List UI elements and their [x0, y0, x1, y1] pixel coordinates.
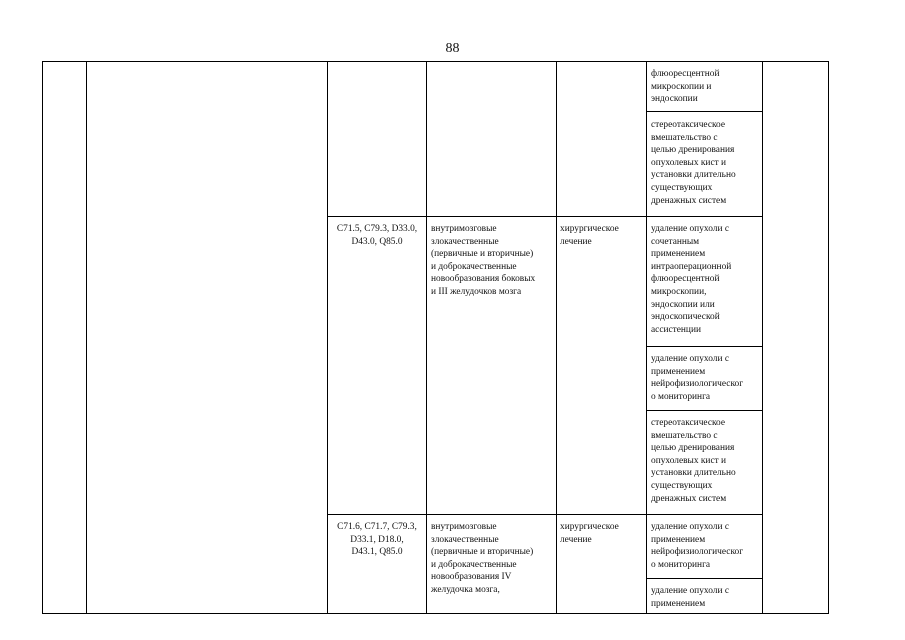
page-number: 88 [445, 41, 460, 56]
diagnosis-codes: C71.6, C71.7, C79.3, D33.1, D18.0, D43.1, Q85.0 [337, 522, 417, 558]
method-separator [646, 514, 763, 515]
method-cell: удаление опухоли с сочетанным применением интраоперационной флюоресцентной микроскопии, эндоскопии или эндоскопической ассистенции [651, 224, 732, 335]
method-cell: удаление опухоли с применением [651, 586, 729, 609]
col-border [42, 61, 43, 614]
col-border [646, 61, 647, 614]
method-separator [646, 111, 763, 112]
method-separator [646, 346, 763, 347]
method-separator [646, 216, 763, 217]
row-separator [327, 216, 647, 217]
col-border [426, 61, 427, 614]
treatment-type: хирургическое лечение [560, 224, 619, 247]
diagnosis-codes: C71.5, C79.3, D33.0, D43.0, Q85.0 [336, 224, 418, 247]
method-cell: стереотаксическое вмешательство с целью дренирования опухолевых кист и установки длительно существующих дренажных систем [651, 120, 736, 206]
method-cell: удаление опухоли с применением нейрофизиологическог о мониторинга [651, 522, 744, 570]
row-separator [327, 514, 647, 515]
method-separator [646, 578, 763, 579]
method-separator [646, 410, 763, 411]
col-border [86, 61, 87, 614]
treatment-type: хирургическое лечение [560, 522, 619, 545]
diagnosis-description: внутримозговые злокачественные (первичные и вторичные) и доброкачественные новообразования IV желудочка мозга, [431, 522, 534, 595]
col-border [828, 61, 829, 614]
table-bottom-border [42, 613, 829, 614]
diagnosis-description: внутримозговые злокачественные (первичные и вторичные) и доброкачественные новообразования боковых и III желудочков мозга [431, 224, 536, 297]
method-cell: флюоресцентной микроскопии и эндоскопии [651, 69, 720, 105]
method-cell: удаление опухоли с применением нейрофизиологическог о мониторинга [651, 354, 744, 402]
table-top-border [42, 61, 829, 62]
method-cell: стереотаксическое вмешательство с целью дренирования опухолевых кист и установки длительно существующих дренажных систем [651, 418, 736, 504]
